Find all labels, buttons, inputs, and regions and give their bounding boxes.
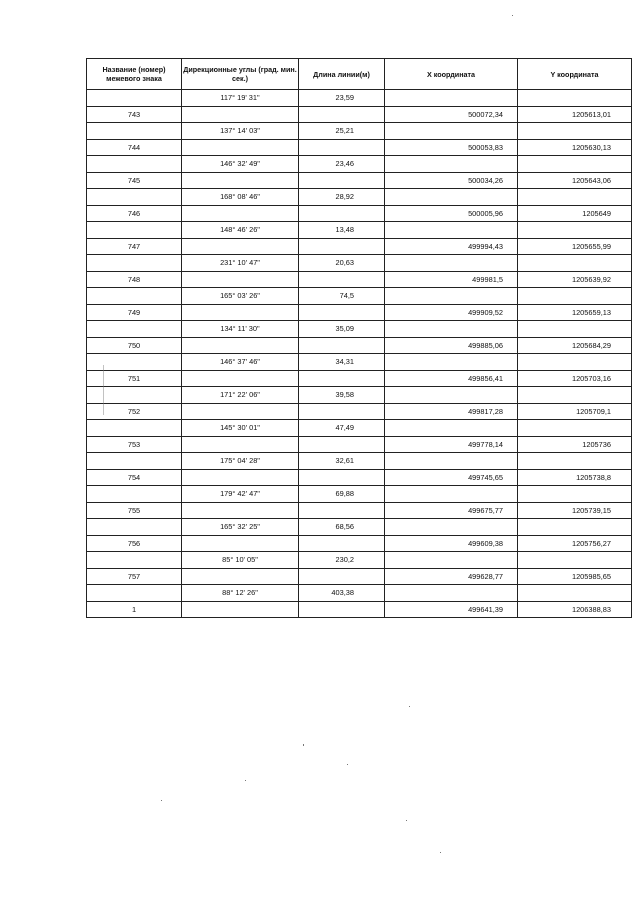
coordinates-table (86, 58, 632, 618)
cell-x (385, 222, 518, 239)
cell-x: 499909,52 (385, 304, 518, 321)
cell-name (87, 222, 182, 239)
cell-length: 403,38 (299, 585, 385, 602)
cell-x: 499628,77 (385, 568, 518, 585)
table-row (87, 601, 632, 618)
cell-angle: 175° 04' 28" (182, 453, 299, 470)
table-row (87, 123, 632, 140)
table-row (87, 403, 632, 420)
scan-speck (406, 820, 407, 821)
cell-name: 746 (87, 205, 182, 222)
cell-angle: 231° 10' 47" (182, 255, 299, 272)
cell-name (87, 90, 182, 107)
table-row (87, 337, 632, 354)
table-row (87, 238, 632, 255)
cell-y (518, 387, 632, 404)
cell-length (299, 535, 385, 552)
cell-name: 753 (87, 436, 182, 453)
cell-angle: 168° 08' 46" (182, 189, 299, 206)
cell-angle (182, 469, 299, 486)
cell-x: 499609,38 (385, 535, 518, 552)
cell-angle (182, 106, 299, 123)
document-sheet (86, 58, 631, 618)
cell-angle (182, 568, 299, 585)
cell-name: 750 (87, 337, 182, 354)
scan-speck (512, 15, 513, 16)
cell-x (385, 552, 518, 569)
cell-angle: 146° 37' 46" (182, 354, 299, 371)
table-row (87, 519, 632, 536)
table-row (87, 387, 632, 404)
header-name: Название (номер) межевого знака (87, 59, 182, 90)
cell-angle: 165° 32' 25" (182, 519, 299, 536)
cell-length (299, 502, 385, 519)
cell-length (299, 370, 385, 387)
cell-x (385, 189, 518, 206)
table-row (87, 420, 632, 437)
table-body (87, 90, 632, 618)
cell-y: 1205643,06 (518, 172, 632, 189)
cell-y: 1205630,13 (518, 139, 632, 156)
cell-name (87, 354, 182, 371)
cell-x: 500034,26 (385, 172, 518, 189)
cell-angle (182, 502, 299, 519)
cell-y: 1205739,15 (518, 502, 632, 519)
cell-x (385, 519, 518, 536)
table-row (87, 535, 632, 552)
table-row (87, 106, 632, 123)
cell-name (87, 189, 182, 206)
cell-length: 74,5 (299, 288, 385, 305)
cell-name: 744 (87, 139, 182, 156)
cell-name: 752 (87, 403, 182, 420)
table-row (87, 453, 632, 470)
cell-angle: 145° 30' 01" (182, 420, 299, 437)
cell-name (87, 387, 182, 404)
cell-y: 1205684,29 (518, 337, 632, 354)
scan-speck (103, 365, 104, 415)
cell-x: 500005,96 (385, 205, 518, 222)
table-row (87, 156, 632, 173)
cell-angle: 85° 10' 05" (182, 552, 299, 569)
scan-speck (245, 780, 246, 781)
cell-x: 499641,39 (385, 601, 518, 618)
cell-name (87, 156, 182, 173)
cell-name (87, 585, 182, 602)
cell-x (385, 321, 518, 338)
cell-name: 748 (87, 271, 182, 288)
cell-y: 1205709,1 (518, 403, 632, 420)
cell-y (518, 288, 632, 305)
cell-length (299, 469, 385, 486)
table-row (87, 354, 632, 371)
cell-name: 751 (87, 370, 182, 387)
cell-angle: 171° 22' 06" (182, 387, 299, 404)
cell-y: 1205756,27 (518, 535, 632, 552)
cell-length: 230,2 (299, 552, 385, 569)
cell-x (385, 585, 518, 602)
scan-speck (440, 852, 441, 853)
cell-name: 1 (87, 601, 182, 618)
table-row (87, 568, 632, 585)
cell-length: 32,61 (299, 453, 385, 470)
table-row (87, 486, 632, 503)
cell-angle (182, 403, 299, 420)
cell-x: 499994,43 (385, 238, 518, 255)
cell-y: 1205649 (518, 205, 632, 222)
cell-x: 499745,65 (385, 469, 518, 486)
table-row (87, 370, 632, 387)
cell-y (518, 354, 632, 371)
cell-y: 1205659,13 (518, 304, 632, 321)
cell-length (299, 403, 385, 420)
cell-y (518, 585, 632, 602)
table-row (87, 502, 632, 519)
cell-y: 1206388,83 (518, 601, 632, 618)
cell-x (385, 90, 518, 107)
cell-x: 500053,83 (385, 139, 518, 156)
cell-angle: 146° 32' 49" (182, 156, 299, 173)
table-row (87, 304, 632, 321)
cell-angle (182, 139, 299, 156)
table-row (87, 436, 632, 453)
cell-name (87, 519, 182, 536)
cell-angle: 137° 14' 03" (182, 123, 299, 140)
cell-length: 47,49 (299, 420, 385, 437)
table-row (87, 255, 632, 272)
cell-y: 1205613,01 (518, 106, 632, 123)
cell-length: 68,56 (299, 519, 385, 536)
cell-length: 69,88 (299, 486, 385, 503)
cell-name: 756 (87, 535, 182, 552)
cell-y (518, 90, 632, 107)
cell-y (518, 156, 632, 173)
cell-x (385, 453, 518, 470)
cell-name (87, 552, 182, 569)
cell-length (299, 601, 385, 618)
cell-name: 747 (87, 238, 182, 255)
cell-x: 499817,28 (385, 403, 518, 420)
cell-name (87, 123, 182, 140)
cell-y (518, 123, 632, 140)
table-row (87, 321, 632, 338)
cell-length: 20,63 (299, 255, 385, 272)
cell-angle (182, 436, 299, 453)
cell-angle: 88° 12' 26" (182, 585, 299, 602)
cell-angle: 148° 46' 26" (182, 222, 299, 239)
cell-angle (182, 337, 299, 354)
cell-length: 28,92 (299, 189, 385, 206)
cell-y: 1205738,8 (518, 469, 632, 486)
header-angle: Дирекционные углы (град. мин. сек.) (182, 59, 299, 90)
cell-angle (182, 535, 299, 552)
table-row (87, 222, 632, 239)
cell-y (518, 486, 632, 503)
cell-x: 500072,34 (385, 106, 518, 123)
cell-length (299, 205, 385, 222)
cell-y: 1205736 (518, 436, 632, 453)
cell-y (518, 420, 632, 437)
cell-x (385, 288, 518, 305)
cell-name (87, 486, 182, 503)
cell-angle: 134° 11' 30" (182, 321, 299, 338)
cell-angle (182, 271, 299, 288)
header-y: Y координата (518, 59, 632, 90)
cell-name (87, 420, 182, 437)
table-row (87, 271, 632, 288)
table-row (87, 469, 632, 486)
table-header-row (87, 59, 632, 90)
cell-name (87, 453, 182, 470)
cell-length: 13,48 (299, 222, 385, 239)
cell-y: 1205655,99 (518, 238, 632, 255)
cell-name: 749 (87, 304, 182, 321)
cell-length (299, 172, 385, 189)
cell-x: 499675,77 (385, 502, 518, 519)
cell-x: 499981,5 (385, 271, 518, 288)
cell-angle: 165° 03' 26" (182, 288, 299, 305)
cell-angle (182, 304, 299, 321)
cell-angle: 179° 42' 47" (182, 486, 299, 503)
scan-speck (409, 706, 410, 707)
cell-y (518, 321, 632, 338)
table-row (87, 90, 632, 107)
cell-x: 499778,14 (385, 436, 518, 453)
cell-angle (182, 370, 299, 387)
cell-y (518, 189, 632, 206)
cell-x: 499885,06 (385, 337, 518, 354)
table-row (87, 552, 632, 569)
cell-angle (182, 172, 299, 189)
cell-length (299, 106, 385, 123)
cell-x (385, 156, 518, 173)
cell-name: 743 (87, 106, 182, 123)
cell-y (518, 519, 632, 536)
cell-name (87, 255, 182, 272)
cell-length: 35,09 (299, 321, 385, 338)
cell-x (385, 420, 518, 437)
header-length: Длина линии(м) (299, 59, 385, 90)
scan-speck (303, 744, 304, 746)
cell-name: 754 (87, 469, 182, 486)
table-row (87, 205, 632, 222)
cell-x (385, 255, 518, 272)
scan-speck (347, 764, 348, 765)
table-row (87, 585, 632, 602)
cell-x (385, 486, 518, 503)
cell-length (299, 271, 385, 288)
cell-name: 745 (87, 172, 182, 189)
cell-length (299, 568, 385, 585)
cell-x (385, 354, 518, 371)
cell-length: 23,59 (299, 90, 385, 107)
cell-length (299, 238, 385, 255)
cell-name: 757 (87, 568, 182, 585)
cell-length: 23,46 (299, 156, 385, 173)
cell-angle (182, 238, 299, 255)
cell-length (299, 436, 385, 453)
cell-name (87, 321, 182, 338)
cell-length (299, 139, 385, 156)
cell-length (299, 337, 385, 354)
cell-angle (182, 601, 299, 618)
cell-y (518, 453, 632, 470)
scan-speck (161, 800, 162, 801)
cell-angle: 117° 19' 31" (182, 90, 299, 107)
cell-y: 1205703,16 (518, 370, 632, 387)
cell-name (87, 288, 182, 305)
cell-angle (182, 205, 299, 222)
cell-y (518, 552, 632, 569)
cell-name: 755 (87, 502, 182, 519)
table-row (87, 172, 632, 189)
cell-x (385, 123, 518, 140)
cell-length (299, 304, 385, 321)
cell-x (385, 387, 518, 404)
table-row (87, 139, 632, 156)
cell-y (518, 222, 632, 239)
header-x: X координата (385, 59, 518, 90)
table-row (87, 189, 632, 206)
cell-y: 1205985,65 (518, 568, 632, 585)
cell-length: 34,31 (299, 354, 385, 371)
cell-length: 39,58 (299, 387, 385, 404)
cell-length: 25,21 (299, 123, 385, 140)
cell-x: 499856,41 (385, 370, 518, 387)
cell-y: 1205639,92 (518, 271, 632, 288)
table-row (87, 288, 632, 305)
cell-y (518, 255, 632, 272)
